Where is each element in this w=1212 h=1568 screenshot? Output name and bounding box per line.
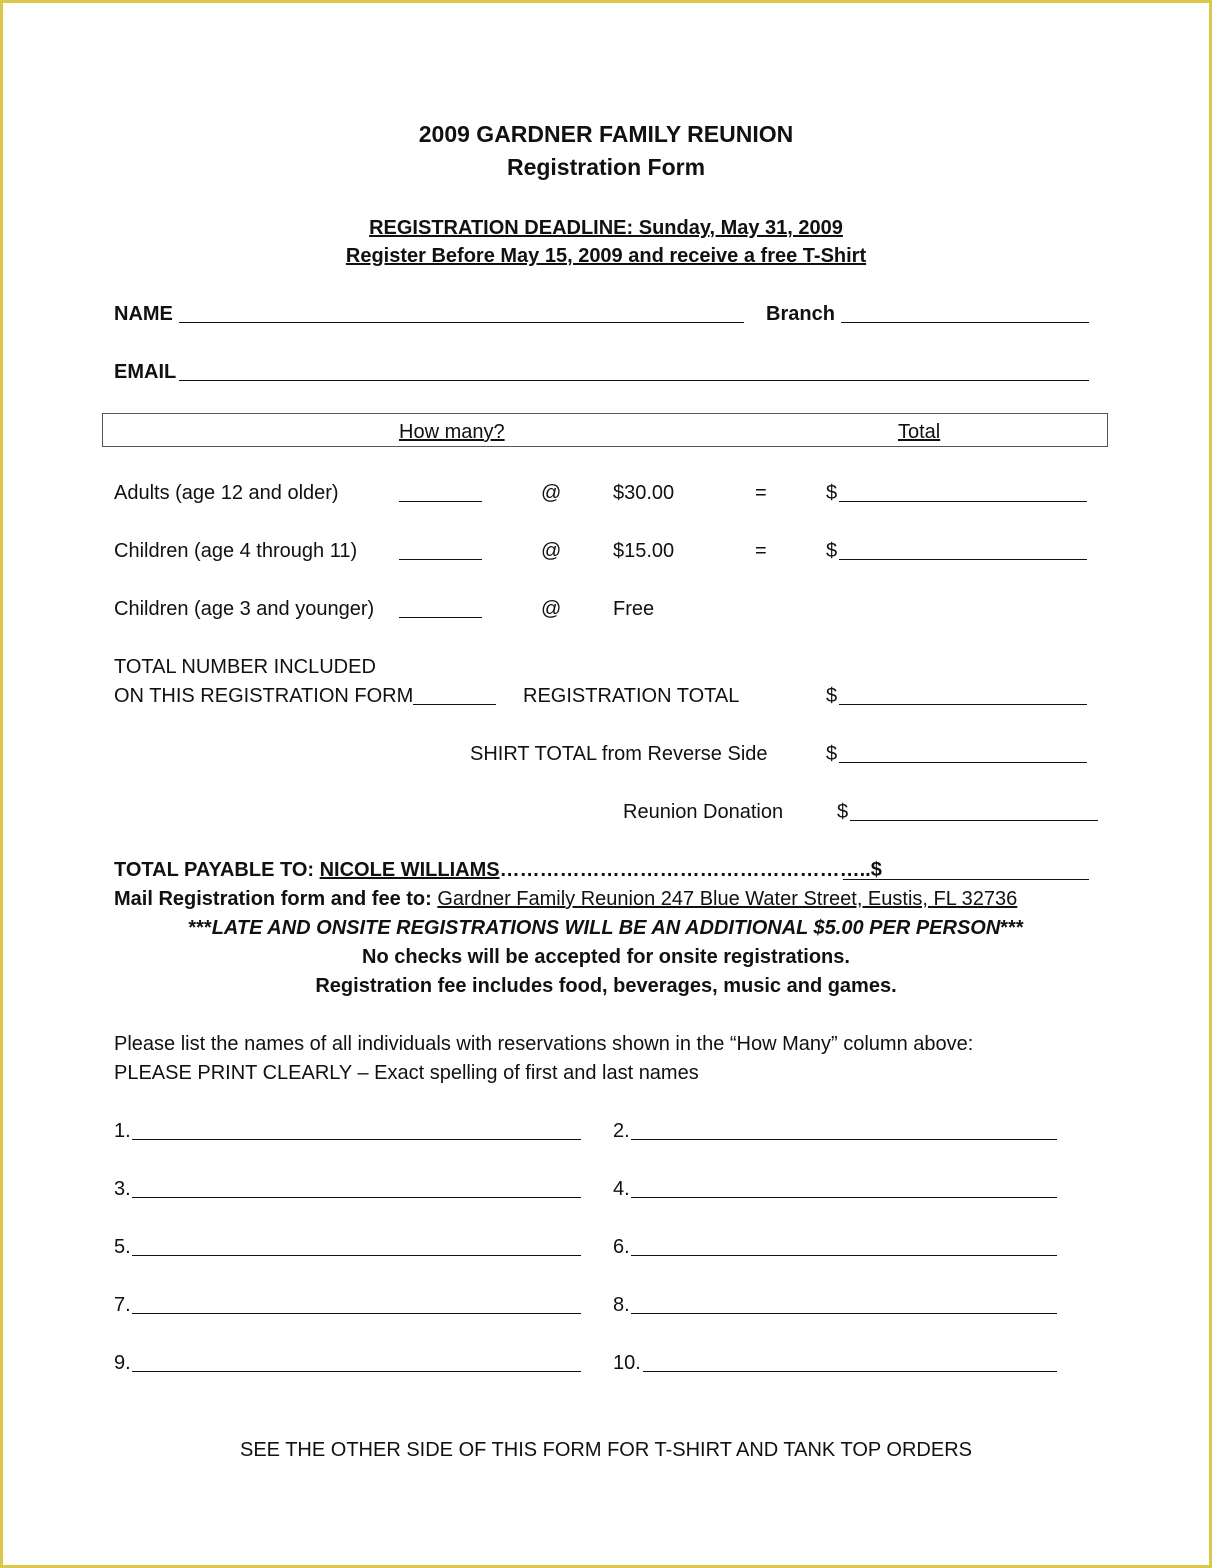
total-payable-field[interactable] bbox=[843, 879, 1089, 880]
adults-price: $30.00 bbox=[613, 482, 675, 504]
children-4-11-dollar: $ bbox=[826, 540, 838, 562]
late-text: LATE AND ONSITE REGISTRATIONS WILL BE AN ADDITIONAL $5.00 PER PERSON bbox=[211, 917, 1001, 939]
email-label: EMAIL bbox=[114, 361, 177, 383]
registration-deadline: REGISTRATION DEADLINE: Sunday, May 31, 2009 bbox=[369, 217, 843, 239]
total-number-label-2: ON THIS REGISTRATION FORM bbox=[114, 685, 414, 707]
registration-total-dollar: $ bbox=[826, 685, 838, 707]
mail-address: Gardner Family Reunion 247 Blue Water Street, Eustis, FL 32736 bbox=[437, 888, 1018, 910]
name-number-8: 8. bbox=[613, 1294, 630, 1316]
email-field[interactable] bbox=[179, 380, 1089, 381]
name-label: NAME bbox=[114, 303, 173, 325]
adults-at: @ bbox=[541, 482, 562, 504]
payable-name: NICOLE WILLIAMS bbox=[319, 859, 500, 881]
payable-line bbox=[114, 858, 882, 882]
attendee-name-field-9[interactable] bbox=[132, 1371, 581, 1372]
donation-field[interactable] bbox=[850, 820, 1098, 821]
instructions-line-2: PLEASE PRINT CLEARLY – Exact spelling of first and last names bbox=[114, 1062, 699, 1084]
mail-label: Mail Registration form and fee to: bbox=[114, 888, 438, 910]
registration-form-page bbox=[3, 3, 1209, 1565]
name-field[interactable] bbox=[179, 322, 744, 323]
adults-total-field[interactable] bbox=[839, 501, 1087, 502]
attendee-name-field-1[interactable] bbox=[132, 1139, 581, 1140]
name-number-6: 6. bbox=[613, 1236, 630, 1258]
payable-label: TOTAL PAYABLE TO: bbox=[114, 859, 320, 881]
branch-label: Branch bbox=[766, 303, 835, 325]
children-4-11-label: Children (age 4 through 11) bbox=[114, 540, 358, 562]
name-number-3: 3. bbox=[114, 1178, 131, 1200]
children-4-11-equals: = bbox=[755, 540, 767, 562]
total-header: Total bbox=[898, 421, 941, 443]
how-many-header: How many? bbox=[399, 421, 505, 443]
fee-includes-notice: Registration fee includes food, beverages, music and games. bbox=[315, 975, 897, 997]
name-number-4: 4. bbox=[613, 1178, 630, 1200]
attendee-name-field-4[interactable] bbox=[631, 1197, 1057, 1198]
payable-dots: ………………………………………………..$ bbox=[499, 859, 882, 881]
form-title: 2009 GARDNER FAMILY REUNION bbox=[418, 121, 794, 147]
instructions-line-1: Please list the names of all individuals with reservations shown in the “How Many” column above: bbox=[114, 1033, 974, 1055]
attendee-name-field-10[interactable] bbox=[643, 1371, 1057, 1372]
no-checks-notice: No checks will be accepted for onsite registrations. bbox=[362, 946, 850, 968]
name-number-7: 7. bbox=[114, 1294, 131, 1316]
late-prefix: *** bbox=[188, 917, 212, 939]
children-3-at: @ bbox=[541, 598, 562, 620]
attendee-name-field-8[interactable] bbox=[631, 1313, 1057, 1314]
registration-total-field[interactable] bbox=[839, 704, 1087, 705]
children-4-11-count-field[interactable] bbox=[399, 559, 482, 560]
total-number-label-1: TOTAL NUMBER INCLUDED bbox=[114, 656, 376, 678]
name-number-9: 9. bbox=[114, 1352, 131, 1374]
registration-total-label: REGISTRATION TOTAL bbox=[523, 685, 740, 707]
name-number-5: 5. bbox=[114, 1236, 131, 1258]
children-4-11-at: @ bbox=[541, 540, 562, 562]
shirt-total-field[interactable] bbox=[839, 762, 1087, 763]
adults-dollar: $ bbox=[826, 482, 838, 504]
donation-label: Reunion Donation bbox=[623, 801, 784, 823]
attendee-name-field-5[interactable] bbox=[132, 1255, 581, 1256]
children-4-11-total-field[interactable] bbox=[839, 559, 1087, 560]
footer-note: SEE THE OTHER SIDE OF THIS FORM FOR T-SHIRT AND TANK TOP ORDERS bbox=[240, 1439, 972, 1461]
adults-label: Adults (age 12 and older) bbox=[114, 482, 339, 504]
children-3-price: Free bbox=[613, 598, 655, 620]
children-3-count-field[interactable] bbox=[399, 617, 482, 618]
attendee-name-field-2[interactable] bbox=[631, 1139, 1057, 1140]
late-suffix: *** bbox=[1000, 917, 1024, 939]
shirt-total-dollar: $ bbox=[826, 743, 838, 765]
attendee-name-field-7[interactable] bbox=[132, 1313, 581, 1314]
children-3-label: Children (age 3 and younger) bbox=[114, 598, 375, 620]
attendee-name-field-6[interactable] bbox=[631, 1255, 1057, 1256]
shirt-total-label: SHIRT TOTAL from Reverse Side bbox=[470, 743, 768, 765]
form-subtitle: Registration Form bbox=[506, 154, 706, 180]
total-number-field[interactable] bbox=[413, 704, 496, 705]
branch-field[interactable] bbox=[841, 322, 1089, 323]
table-header-box bbox=[102, 413, 1108, 447]
adults-equals: = bbox=[755, 482, 767, 504]
name-number-1: 1. bbox=[114, 1120, 131, 1142]
children-4-11-price: $15.00 bbox=[613, 540, 675, 562]
mail-line bbox=[114, 887, 1017, 911]
attendee-name-field-3[interactable] bbox=[132, 1197, 581, 1198]
adults-count-field[interactable] bbox=[399, 501, 482, 502]
early-registration-offer: Register Before May 15, 2009 and receive a free T-Shirt bbox=[345, 245, 867, 267]
name-number-10: 10. bbox=[613, 1352, 641, 1374]
late-registration-notice bbox=[3, 916, 1209, 940]
donation-dollar: $ bbox=[837, 801, 849, 823]
name-number-2: 2. bbox=[613, 1120, 630, 1142]
